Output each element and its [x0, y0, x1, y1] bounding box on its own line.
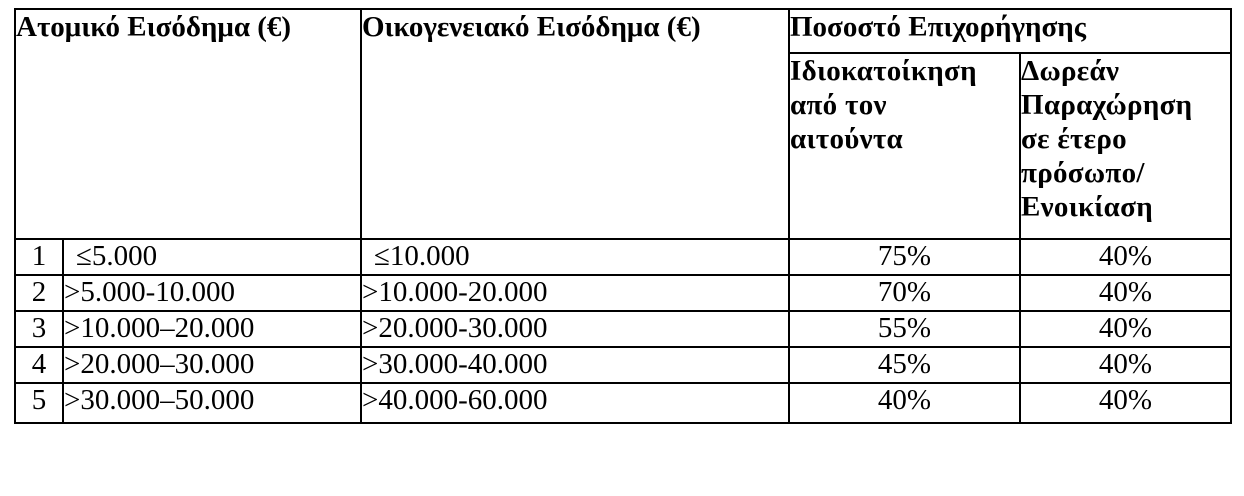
free-concession-cell: 40% [1020, 347, 1231, 383]
grant-percentage-table [14, 8, 1232, 424]
free-concession-cell: 40% [1020, 311, 1231, 347]
row-number: 4 [15, 347, 63, 383]
family-income-cell: >30.000-40.000 [361, 347, 789, 383]
free-concession-cell: 40% [1020, 275, 1231, 311]
header-self-occupancy [789, 53, 1020, 239]
individual-income-cell: ≤5.000 [63, 239, 361, 275]
self-occupancy-cell: 55% [789, 311, 1020, 347]
table-row [15, 347, 1231, 383]
header-grant-percentage: Ποσοστό Επιχορήγησης [789, 9, 1231, 53]
row-number: 2 [15, 275, 63, 311]
header-row [15, 9, 1231, 53]
table-row [15, 383, 1231, 423]
table-row [15, 239, 1231, 275]
family-income-cell: ≤10.000 [361, 239, 789, 275]
family-income-cell: >10.000-20.000 [361, 275, 789, 311]
header-family-income: Οικογενειακό Εισόδημα (€) [361, 9, 789, 239]
self-occupancy-cell: 45% [789, 347, 1020, 383]
family-income-cell: >40.000-60.000 [361, 383, 789, 423]
header-self-occupancy-text: Ιδιοκατοίκηση από τον αιτούντα [790, 55, 977, 155]
self-occupancy-cell: 70% [789, 275, 1020, 311]
header-individual-income: Ατομικό Εισόδημα (€) [15, 9, 361, 239]
row-number: 5 [15, 383, 63, 423]
row-number: 3 [15, 311, 63, 347]
individual-income-cell: >5.000-10.000 [63, 275, 361, 311]
individual-income-cell: >30.000–50.000 [63, 383, 361, 423]
free-concession-cell: 40% [1020, 383, 1231, 423]
row-number: 1 [15, 239, 63, 275]
table-row [15, 311, 1231, 347]
self-occupancy-cell: 75% [789, 239, 1020, 275]
header-free-concession-text: Δωρεάν Παραχώρηση σε έτερο πρόσωπο/ Ενοικίαση [1021, 55, 1193, 223]
table-row [15, 275, 1231, 311]
grant-table-wrapper [14, 8, 1232, 424]
self-occupancy-cell: 40% [789, 383, 1020, 423]
individual-income-cell: >20.000–30.000 [63, 347, 361, 383]
family-income-cell: >20.000-30.000 [361, 311, 789, 347]
header-free-concession [1020, 53, 1231, 239]
individual-income-cell: >10.000–20.000 [63, 311, 361, 347]
free-concession-cell: 40% [1020, 239, 1231, 275]
